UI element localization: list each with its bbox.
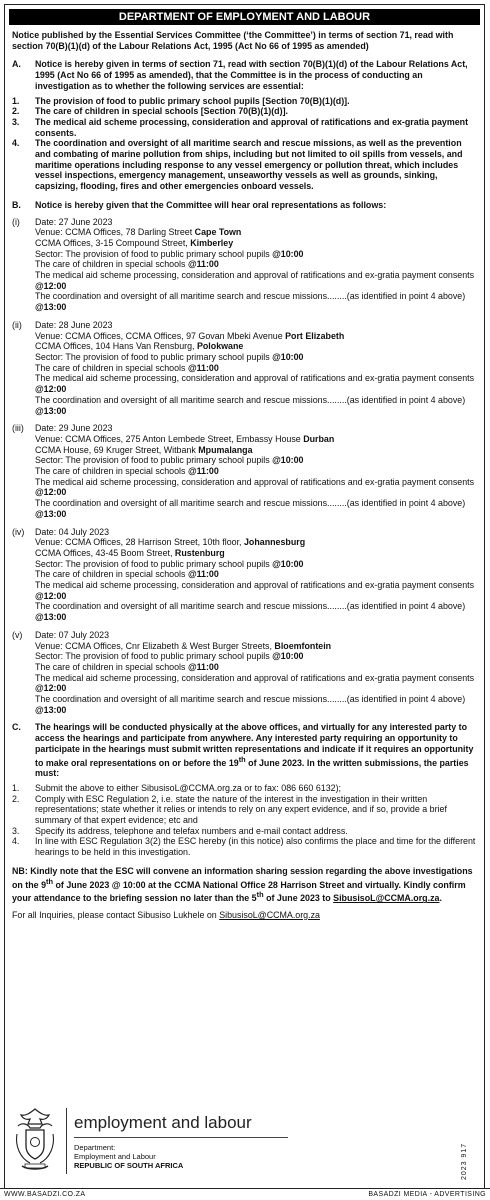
sector-time: @11:00: [187, 259, 219, 270]
brand-name: employment and labour: [74, 1113, 252, 1132]
venue-city: Durban: [303, 433, 335, 444]
hearing-session: [12, 423, 477, 519]
sector-text: The medical aid scheme processing, consideration and approval of ratifications and ex-gratia payment consents: [35, 373, 475, 384]
sector-time: @12:00: [35, 280, 67, 291]
section-c-list: [12, 783, 477, 858]
session-venue: [35, 641, 477, 652]
sector-line: [35, 466, 477, 477]
department-logo-block: [12, 1106, 452, 1176]
sector-line: [35, 601, 477, 622]
list-number: 2.: [12, 106, 20, 117]
session-venue-2: [35, 341, 477, 352]
sector-line: [35, 498, 477, 519]
venue-city: Cape Town: [194, 227, 242, 238]
venue-address: Venue: CCMA Offices, Cnr Elizabeth & West Burger Streets,: [35, 640, 275, 651]
hearing-session: [12, 217, 477, 313]
sector-text: The medical aid scheme processing, consideration and approval of ratifications and ex-gratia payment consents: [35, 476, 475, 487]
venue-city: Mpumalanga: [198, 444, 253, 455]
session-venue-2: [35, 445, 477, 456]
session-row: [12, 527, 477, 623]
sector-text: The coordination and oversight of all maritime search and rescue missions........(as identified in point 4 above): [35, 291, 466, 302]
sector-time: @11:00: [187, 466, 219, 477]
dept-line-2: Employment and Labour: [74, 1152, 156, 1161]
session-row: [12, 320, 477, 416]
section-c-label: C.: [12, 722, 21, 733]
sector-time: @10:00: [272, 248, 304, 259]
section-a: [12, 59, 477, 91]
session-number: (iii): [12, 423, 24, 434]
hearing-session: [12, 630, 477, 716]
session-venue: [35, 434, 477, 445]
sector-time: @12:00: [35, 487, 67, 498]
sector-time: @10:00: [272, 351, 304, 362]
session-row: [12, 423, 477, 519]
section-a-item: [12, 138, 477, 192]
list-number: 4.: [12, 138, 20, 149]
sector-time: @13:00: [35, 405, 67, 416]
session-details: [35, 423, 477, 519]
venue-city: Polokwane: [196, 341, 244, 352]
sector-time: @12:00: [35, 590, 67, 601]
sector-time: @11:00: [187, 661, 219, 672]
list-text: Submit the above to either SibusisoL@CCMA.org.za or to fax: 086 660 6132);: [35, 782, 341, 793]
session-number: (i): [12, 216, 20, 227]
list-text: Specify its address, telephone and telefax numbers and e-mail contact address.: [35, 825, 348, 836]
venue-address: Venue: CCMA Offices, 28 Harrison Street, 10th floor,: [35, 537, 244, 548]
session-number: (ii): [12, 319, 22, 330]
sector-line: [35, 559, 477, 570]
sector-time: @13:00: [35, 704, 67, 715]
section-a-item: [12, 117, 477, 138]
list-text: The provision of food to public primary school pupils [Section 70(B)(1)(d)].: [35, 95, 350, 106]
session-date: Date: 07 July 2023: [35, 629, 110, 640]
section-c: [12, 722, 477, 778]
hearing-session: [12, 320, 477, 416]
sector-text: The care of children in special schools: [35, 661, 188, 672]
session-details: [35, 630, 477, 716]
section-b-label: B.: [12, 199, 21, 210]
section-b-text: Notice is hereby given that the Committee will hear oral representations as follows:: [35, 199, 387, 210]
inquiries-line: For all Inquiries, please contact Sibusiso Lukhele on SibusisoL@CCMA.org.za: [12, 909, 320, 920]
sector-line: [35, 662, 477, 673]
sector-text: Sector: The provision of food to public primary school pupils: [35, 455, 273, 466]
session-row: [12, 630, 477, 716]
list-text: Comply with ESC Regulation 2, i.e. state the nature of the interest in the investigation in their written representations; state whether it relies or intends to rely on any expert evidence, and if so, provide a brief summary of that expert evidence; etc and: [35, 793, 447, 826]
ad-code: 2023 917: [461, 1142, 468, 1180]
session-date: Date: 27 June 2023: [35, 216, 113, 227]
sector-time: @10:00: [272, 558, 304, 569]
list-number: 1.: [12, 95, 20, 106]
section-c-item: [12, 794, 477, 826]
section-a-list: [12, 96, 477, 192]
venue-city: Kimberley: [190, 237, 234, 248]
section-a-item: [12, 106, 477, 117]
page-title: DEPARTMENT OF EMPLOYMENT AND LABOUR: [9, 9, 480, 25]
venue-address: Venue: CCMA Offices, 275 Anton Lembede Street, Embassy House: [35, 433, 304, 444]
sector-time: @11:00: [187, 569, 219, 580]
hearing-session: [12, 527, 477, 623]
session-venue-2: [35, 238, 477, 249]
sector-time: @10:00: [272, 651, 304, 662]
sector-text: The care of children in special schools: [35, 466, 188, 477]
venue-city: Rustenburg: [174, 547, 225, 558]
sector-time: @10:00: [272, 455, 304, 466]
sector-line: [35, 249, 477, 260]
sector-text: Sector: The provision of food to public primary school pupils: [35, 351, 273, 362]
session-number: (v): [12, 629, 23, 640]
sector-line: [35, 477, 477, 498]
sector-line: [35, 259, 477, 270]
sector-text: The care of children in special schools: [35, 569, 188, 580]
hearing-schedule: [12, 217, 477, 716]
venue-city: Johannesburg: [244, 537, 306, 548]
sector-time: @12:00: [35, 384, 67, 395]
sector-time: @11:00: [187, 362, 219, 373]
sector-text: The coordination and oversight of all maritime search and rescue missions........(as identified in point 4 above): [35, 601, 466, 612]
sector-text: The medical aid scheme processing, consideration and approval of ratifications and ex-gratia payment consents: [35, 270, 475, 281]
sector-line: [35, 455, 477, 466]
nb-email-link[interactable]: SibusisoL@CCMA.org.za: [333, 893, 440, 904]
session-date: Date: 28 June 2023: [35, 319, 113, 330]
session-row: [12, 217, 477, 313]
footer-strip: [0, 1188, 490, 1200]
list-number: 4.: [12, 836, 20, 847]
sector-line: [35, 569, 477, 580]
list-text: The medical aid scheme processing, consideration and approval of ratifications and ex-gratia payment consents.: [35, 116, 469, 138]
intro-paragraph: Notice published by the Essential Services Committee (‘the Committee’) in terms of section 71, read with section 70(B)(1)(d) of the Labour Relations Act, 1995 (Act No 66 of 1995 as amended): [12, 30, 454, 51]
list-number: 1.: [12, 782, 20, 793]
sector-time: @13:00: [35, 302, 67, 313]
sector-time: @12:00: [35, 683, 67, 694]
sector-line: [35, 352, 477, 363]
sector-line: [35, 580, 477, 601]
sector-line: [35, 395, 477, 416]
session-details: [35, 217, 477, 313]
list-text: The coordination and oversight of all maritime search and rescue missions, as well as the prevention and combating of marine pollution from ships, including but not limited to oil spills from vessels, and maritime operations including response to any vessel emergency or pollution threat, which includes vessel inspections, emergency management, unseaworthy vessels as well as grounds, sinking, capsizing, flooding, fires and other emergencies onboard vessels.: [35, 138, 463, 192]
session-date: Date: 29 June 2023: [35, 423, 113, 434]
section-b: [12, 200, 477, 211]
inquiries-email-link[interactable]: SibusisoL@CCMA.org.za: [219, 909, 320, 920]
venue-address: CCMA Offices, 43-45 Boom Street,: [35, 547, 175, 558]
sector-text: The coordination and oversight of all maritime search and rescue missions........(as identified in point 4 above): [35, 394, 466, 405]
dept-line-3: REPUBLIC OF SOUTH AFRICA: [74, 1161, 184, 1170]
section-c-item: [12, 783, 477, 794]
venue-address: Venue: CCMA Offices, CCMA Offices, 97 Govan Mbeki Avenue: [35, 330, 286, 341]
sector-line: [35, 694, 477, 715]
sector-text: The coordination and oversight of all maritime search and rescue missions........(as identified in point 4 above): [35, 498, 466, 509]
session-venue: [35, 227, 477, 238]
sector-time: @13:00: [35, 508, 67, 519]
session-venue-2: [35, 548, 477, 559]
list-text: In line with ESC Regulation 3(2) the ESC hereby (in this notice) also confirms the place and time for the different hearings to be held in this investigation.: [35, 836, 476, 858]
sector-text: Sector: The provision of food to public primary school pupils: [35, 558, 273, 569]
sector-line: [35, 363, 477, 374]
venue-address: Venue: CCMA Offices, 78 Darling Street: [35, 227, 195, 238]
venue-city: Bloemfontein: [274, 640, 332, 651]
section-c-text: The hearings will be conducted physically at the above offices, and virtually for any interested party to access the hearings and participate from anywhere. Any interested party requiring an opportunity to participate in the hearings must submit written representations and indicate if it requires an opportunity to make oral representations on or before the 19th of June 2023. In the written submissions, the parties must:: [35, 722, 474, 779]
sector-line: [35, 651, 477, 662]
venue-address: CCMA House, 69 Kruger Street, Witbank: [35, 444, 199, 455]
notice-body: [12, 30, 477, 921]
footer-website[interactable]: WWW.BASADZI.CO.ZA: [4, 1191, 86, 1198]
nb-paragraph: NB: Kindly note that the ESC will convene an information sharing session regarding the above investigations on the 9th of June 2023 @ 10:00 at the CCMA National Office 28 Harrison Street and virtually. Kindly confirm your attendance to the briefing session no later than the 5th of June 2023 to SibusisoL@CCMA.org.za.: [12, 865, 473, 904]
sector-text: Sector: The provision of food to public primary school pupils: [35, 248, 273, 259]
list-number: 3.: [12, 825, 20, 836]
sector-line: [35, 673, 477, 694]
section-c-item: [12, 826, 477, 837]
list-text: The care of children in special schools [Section 70(B)(1)(d)].: [35, 106, 288, 117]
sector-line: [35, 291, 477, 312]
venue-city: Port Elizabeth: [285, 330, 345, 341]
footer-publisher: BASADZI MEDIA - ADVERTISING: [368, 1191, 486, 1198]
sector-line: [35, 270, 477, 291]
coat-of-arms-icon: [12, 1106, 58, 1174]
list-number: 3.: [12, 116, 20, 127]
sector-text: The care of children in special schools: [35, 362, 188, 373]
venue-address: CCMA Offices, 3-15 Compound Street,: [35, 237, 191, 248]
session-date: Date: 04 July 2023: [35, 526, 110, 537]
section-a-text: Notice is hereby given in terms of section 71, read with section 70(B)(1)(d) of the Labour Relations Act, 1995 (Act No 66 of 1995 as amended), that the Committee is in the process of conducting an investigation as to whether the following services are essential:: [35, 59, 468, 91]
sector-text: Sector: The provision of food to public primary school pupils: [35, 651, 273, 662]
session-details: [35, 527, 477, 623]
logo-divider: [66, 1108, 67, 1174]
sector-text: The medical aid scheme processing, consideration and approval of ratifications and ex-gratia payment consents: [35, 580, 475, 591]
sector-time: @13:00: [35, 612, 67, 623]
brand-underline: [74, 1137, 288, 1138]
session-number: (iv): [12, 526, 25, 537]
session-venue: [35, 331, 477, 342]
dept-line-1: Department:: [74, 1143, 116, 1152]
sector-line: [35, 373, 477, 394]
session-details: [35, 320, 477, 416]
section-c-item: [12, 836, 477, 857]
sector-text: The coordination and oversight of all maritime search and rescue missions........(as identified in point 4 above): [35, 694, 466, 705]
list-number: 2.: [12, 793, 20, 804]
session-venue: [35, 537, 477, 548]
section-a-item: [12, 96, 477, 107]
sector-text: The medical aid scheme processing, consideration and approval of ratifications and ex-gratia payment consents: [35, 672, 475, 683]
section-a-label: A.: [12, 59, 21, 70]
sector-text: The care of children in special schools: [35, 259, 188, 270]
venue-address: CCMA Offices, 104 Hans Van Rensburg,: [35, 341, 197, 352]
